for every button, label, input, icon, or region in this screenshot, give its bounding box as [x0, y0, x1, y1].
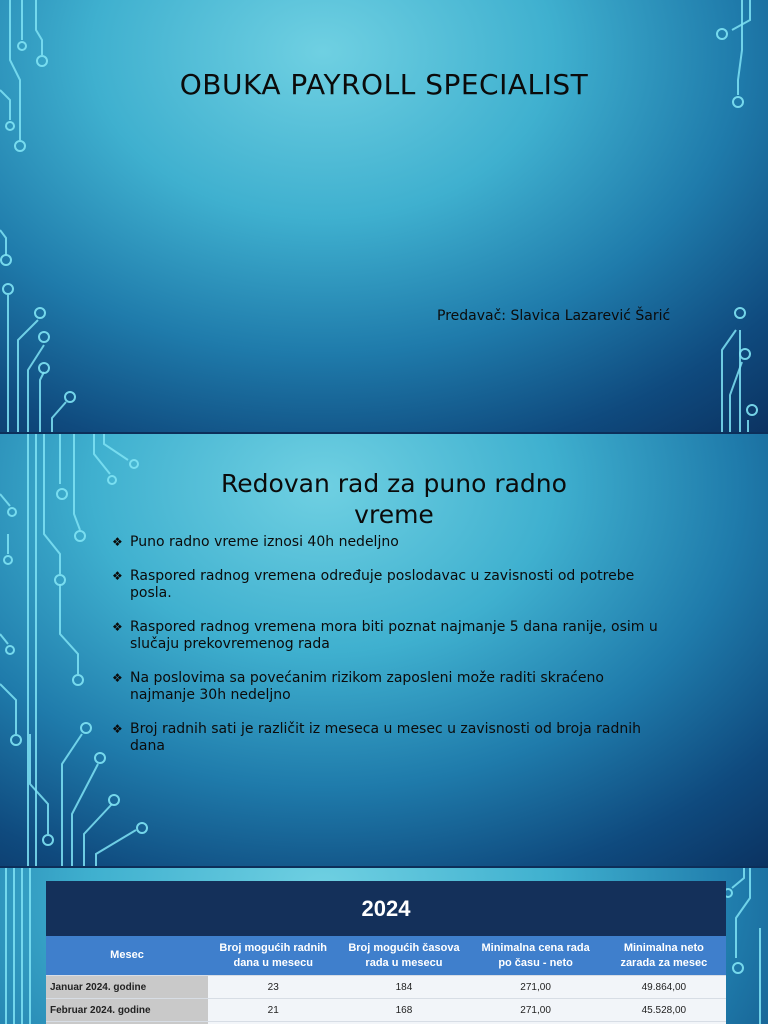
table-cell: 184 — [338, 976, 469, 999]
table-cell: Januar 2024. godine — [46, 976, 208, 999]
working-hours-table — [46, 936, 726, 1024]
slide-heading: Redovan rad za puno radno vreme — [221, 469, 567, 529]
column-header: Minimalna neto zarada za mesec — [602, 936, 726, 976]
slide-regular-work — [0, 434, 768, 866]
bullet-item — [112, 619, 672, 653]
table-row — [46, 976, 726, 999]
table-cell: 23 — [208, 976, 338, 999]
table-cell: 49.864,00 — [602, 976, 726, 999]
bullet-item — [112, 670, 672, 704]
diamond-bullet-icon: ❖ — [112, 535, 123, 549]
working-hours-table-card — [46, 881, 726, 1024]
bullet-text: Puno radno vreme iznosi 40h nedeljno — [130, 534, 399, 550]
diamond-bullet-icon: ❖ — [112, 671, 123, 685]
bullet-text: Raspored radnog vremena mora biti poznat najmanje 5 dana ranije, osim u slučaju prekovremenog rada — [130, 619, 658, 652]
table-year-title: 2024 — [361, 895, 411, 921]
bullet-item — [112, 568, 672, 602]
presenter-label: Predavač: Slavica Lazarević Šarić — [437, 308, 671, 324]
diamond-bullet-icon: ❖ — [112, 722, 123, 736]
table-cell: 21 — [208, 999, 338, 1022]
table-row — [46, 999, 726, 1022]
bullet-list — [112, 534, 672, 772]
diamond-bullet-icon: ❖ — [112, 620, 123, 634]
table-cell: 271,00 — [469, 976, 601, 999]
bullet-text: Broj radnih sati je različit iz meseca u mesec u zavisnosti od broja radnih dana — [130, 721, 641, 754]
circuit-decoration — [0, 0, 768, 432]
table-cell: 168 — [338, 999, 469, 1022]
column-header: Mesec — [46, 936, 208, 976]
bullet-item — [112, 534, 672, 551]
table-cell: 271,00 — [469, 999, 601, 1022]
column-header: Broj mogućih časova rada u mesecu — [338, 936, 469, 976]
table-cell: Februar 2024. godine — [46, 999, 208, 1022]
slide-title — [0, 0, 768, 432]
bullet-text: Raspored radnog vremena određuje poslodavac u zavisnosti od potrebe posla. — [130, 568, 635, 601]
presentation-title: OBUKA PAYROLL SPECIALIST — [179, 68, 589, 101]
column-header: Broj mogućih radnih dana u mesecu — [208, 936, 338, 976]
bullet-text: Na poslovima sa povećanim rizikom zaposleni može raditi skraćeno najmanje 30h nedeljno — [130, 670, 604, 703]
bullet-item — [112, 721, 672, 755]
table-cell: 45.528,00 — [602, 999, 726, 1022]
slide-hours-table — [0, 868, 768, 1024]
table-header-row — [46, 936, 726, 976]
column-header: Minimalna cena rada po času - neto — [469, 936, 601, 976]
diamond-bullet-icon: ❖ — [112, 569, 123, 583]
